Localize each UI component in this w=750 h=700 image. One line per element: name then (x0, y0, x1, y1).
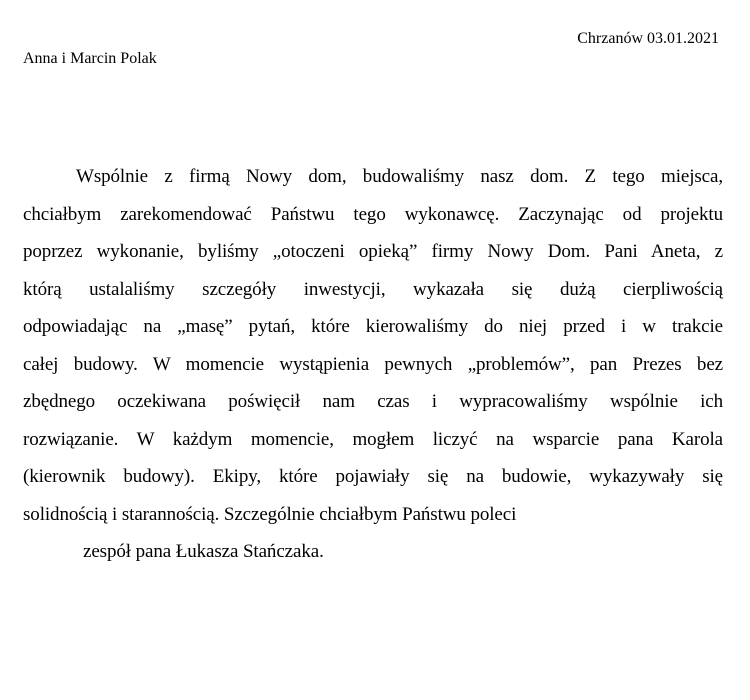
letter-line: poprzez wykonanie, byliśmy „otoczeni opieką” firmy Nowy Dom. Pani Aneta, z (23, 241, 723, 262)
letter-line: którą ustalaliśmy szczegóły inwestycji, wykazała się dużą cierpliwością (23, 278, 723, 300)
letter-date: Chrzanów 03.01.2021 (577, 30, 719, 47)
letter-line: (kierownik budowy). Ekipy, które pojawiały się na budowie, wykazywały się (23, 466, 723, 487)
letter-line: Wspólnie z firmą Nowy dom, budowaliśmy nasz dom. Z tego miejsca, (76, 166, 723, 187)
letter-line: chciałbym zarekomendować Państwu tego wykonawcę. Zaczynając od projektu (23, 203, 723, 225)
letter-line: solidnością i starannością. Szczególnie chciałbym Państwu poleci (23, 503, 517, 525)
letter-line: zbędnego oczekiwana poświęcił nam czas i wypracowaliśmy wspólnie ich (23, 391, 723, 412)
letter-line: zespół pana Łukasza Stańczaka. (83, 541, 324, 562)
letter-body (23, 164, 723, 577)
sender-name: Anna i Marcin Polak (23, 50, 157, 67)
letter-line: odpowiadając na „masę” pytań, które kierowaliśmy do niej przed i w trakcie (23, 316, 723, 337)
letter-line: całej budowy. W momencie wystąpienia pewnych „problemów”, pan Prezes bez (23, 353, 723, 375)
letter-line: rozwiązanie. W każdym momencie, mogłem liczyć na wsparcie pana Karola (23, 428, 723, 450)
